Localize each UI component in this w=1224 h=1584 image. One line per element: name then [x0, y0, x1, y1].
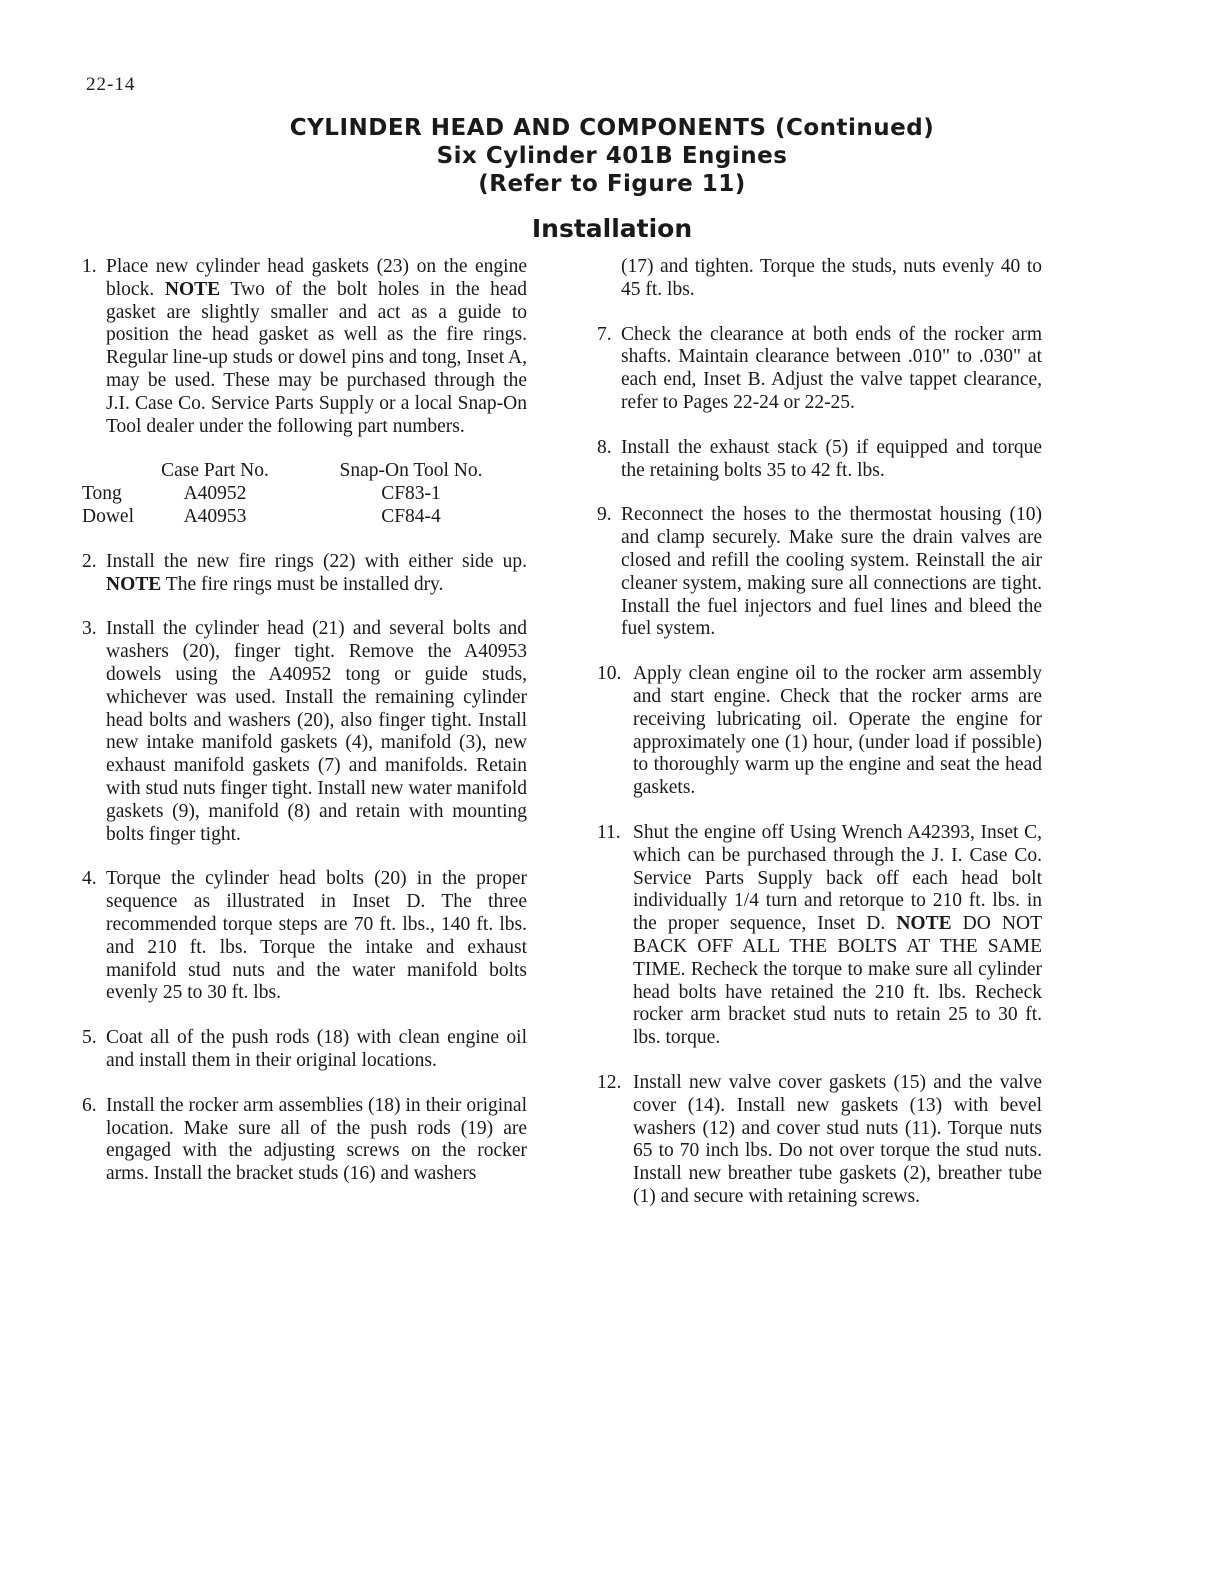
- title-line-2: Six Cylinder 401B Engines: [436, 143, 788, 169]
- step-text: Install the cylinder head (21) and several bolts and washers (20), finger tight. Remove the A40953 dowels using the A40952 tong or guide studs, whichever was used. Install the remaining cylinder head bolts and washers (20), also finger tight. Install new intake manifold gaskets (4), manifold (3), new exhaust manifold gaskets (7) and manifolds. Retain with stud nuts finger tight. Install new water manifold gaskets (9), manifold (8) and retain with mounting bolts finger tight.: [106, 618, 527, 845]
- table-cell: A40952: [183, 483, 247, 505]
- step-number: 3.: [82, 618, 97, 640]
- step-text: Install the new fire rings (22) with either side up. NOTE The fire rings must be installed dry.: [106, 550, 527, 595]
- step-text: Place new cylinder head gaskets (23) on the engine block. NOTE Two of the bolt holes in the head gasket are slightly smaller and act as a guide to position the head gasket as well as the fire rings. Regular line-up studs or dowel pins and tong, Inset A, may be used. These may be purchased through the J.I. Case Co. Service Parts Supply or a local Snap-On Tool dealer under the following part numbers.: [106, 256, 527, 437]
- step-text: Install new valve cover gaskets (15) and the valve cover (14). Install new gaskets (13) with bevel washers (12) and cover stud nuts (11). Torque nuts 65 to 70 inch lbs. Do not over torque the stud nuts. Install new breather tube gaskets (2), breather tube (1) and secure with retaining screws.: [633, 1071, 1042, 1207]
- table-cell: Tong: [82, 483, 122, 505]
- step-number: 4.: [82, 868, 97, 890]
- step-text: Install the rocker arm assemblies (18) in their original location. Make sure all of the push rods (19) are engaged with the adjusting screws on the rocker arms. Install the bracket studs (16) and washers: [106, 1094, 527, 1185]
- title-line-3: (Refer to Figure 11): [478, 171, 746, 197]
- step-1: [82, 256, 527, 438]
- step-6-continued: (17) and tighten. Torque the studs, nuts evenly 40 to 45 ft. lbs.: [621, 256, 1042, 300]
- step-number: 7.: [597, 323, 612, 345]
- page-number: 22-14: [86, 74, 136, 95]
- step-text: Apply clean engine oil to the rocker arm assembly and start engine. Check that the rocker arms are receiving lubricating oil. Operate the engine for approximately one (1) hour, (under load if possible) to thoroughly warm up the engine and seat the head gaskets.: [633, 663, 1042, 799]
- table-cell: A40953: [183, 505, 247, 527]
- step-12: [597, 1072, 1042, 1209]
- step-number: 11.: [597, 821, 621, 843]
- step-6: [82, 1095, 527, 1186]
- step-9: [597, 504, 1042, 641]
- table-header-cell: [82, 460, 140, 483]
- step-10: [597, 663, 1042, 800]
- step-number: 2.: [82, 550, 97, 572]
- step-text: Check the clearance at both ends of the rocker arm shafts. Maintain clearance between .010" to .030" at each end, Inset B. Adjust the valve tappet clearance, refer to Pages 22-24 or 22-25.: [621, 323, 1042, 413]
- step-text: Reconnect the hoses to the thermostat housing (10) and clamp securely. Make sure the drain valves are closed and refill the cooling system. Reinstall the air cleaner system, making sure all connections are tight. Install the fuel injectors and fuel lines and bleed the fuel system.: [621, 504, 1042, 640]
- title-line-1: CYLINDER HEAD AND COMPONENTS (Continued): [289, 115, 935, 141]
- page-title: [0, 114, 1224, 198]
- step-5: [82, 1027, 527, 1073]
- step-2: [82, 551, 527, 597]
- step-text: Install the exhaust stack (5) if equipped and torque the retaining bolts 35 to 42 ft. lbs.: [621, 436, 1042, 481]
- step-11: [597, 822, 1042, 1050]
- step-number: 5.: [82, 1027, 97, 1049]
- step-8: [597, 437, 1042, 483]
- table-cell: CF84-4: [381, 505, 441, 527]
- step-number: 6.: [82, 1094, 97, 1116]
- step-text: Torque the cylinder head bolts (20) in the proper sequence as illustrated in Inset D. The three recommended torque steps are 70 ft. lbs., 140 ft. lbs. and 210 ft. lbs. Torque the intake and exhaust manifold stud nuts and the water manifold bolts evenly 25 to 30 ft. lbs.: [106, 868, 527, 1004]
- right-column: [597, 256, 1042, 1231]
- note-label: NOTE: [106, 573, 162, 595]
- step-number: 9.: [597, 504, 612, 526]
- step-number: 10.: [597, 663, 622, 685]
- note-label: NOTE: [164, 278, 221, 300]
- note-label: NOTE: [896, 913, 952, 935]
- step-7: [597, 324, 1042, 415]
- table-row: [82, 483, 532, 506]
- table-cell: Dowel: [82, 505, 134, 527]
- table-row: [82, 506, 532, 529]
- step-text: Shut the engine off Using Wrench A42393, Inset C, which can be purchased through the J. I. Case Co. Service Parts Supply back off each head bolt individually 1/4 turn and retorque to 210 ft. lbs. in the proper sequence, Inset D. NOTE DO NOT BACK OFF ALL THE BOLTS AT THE SAME TIME. Recheck the torque to make sure all cylinder head bolts have retained the 210 ft. lbs. Recheck rocker arm bracket stud nuts to retain 25 to 30 ft. lbs. torque.: [633, 821, 1042, 1049]
- step-number: 8.: [597, 436, 612, 458]
- section-title: Installation: [531, 214, 693, 243]
- table-header-cell: Case Part No.: [161, 460, 269, 482]
- table-cell: CF83-1: [381, 483, 441, 505]
- left-column: [82, 256, 527, 1208]
- parts-table: [82, 460, 532, 528]
- table-header-cell: Snap-On Tool No.: [339, 460, 483, 482]
- step-3: [82, 618, 527, 846]
- step-text: Coat all of the push rods (18) with clean engine oil and install them in their original locations.: [106, 1027, 527, 1071]
- step-number: 12.: [597, 1071, 622, 1093]
- table-header-row: [82, 460, 532, 483]
- step-4: [82, 868, 527, 1005]
- step-number: 1.: [82, 256, 97, 277]
